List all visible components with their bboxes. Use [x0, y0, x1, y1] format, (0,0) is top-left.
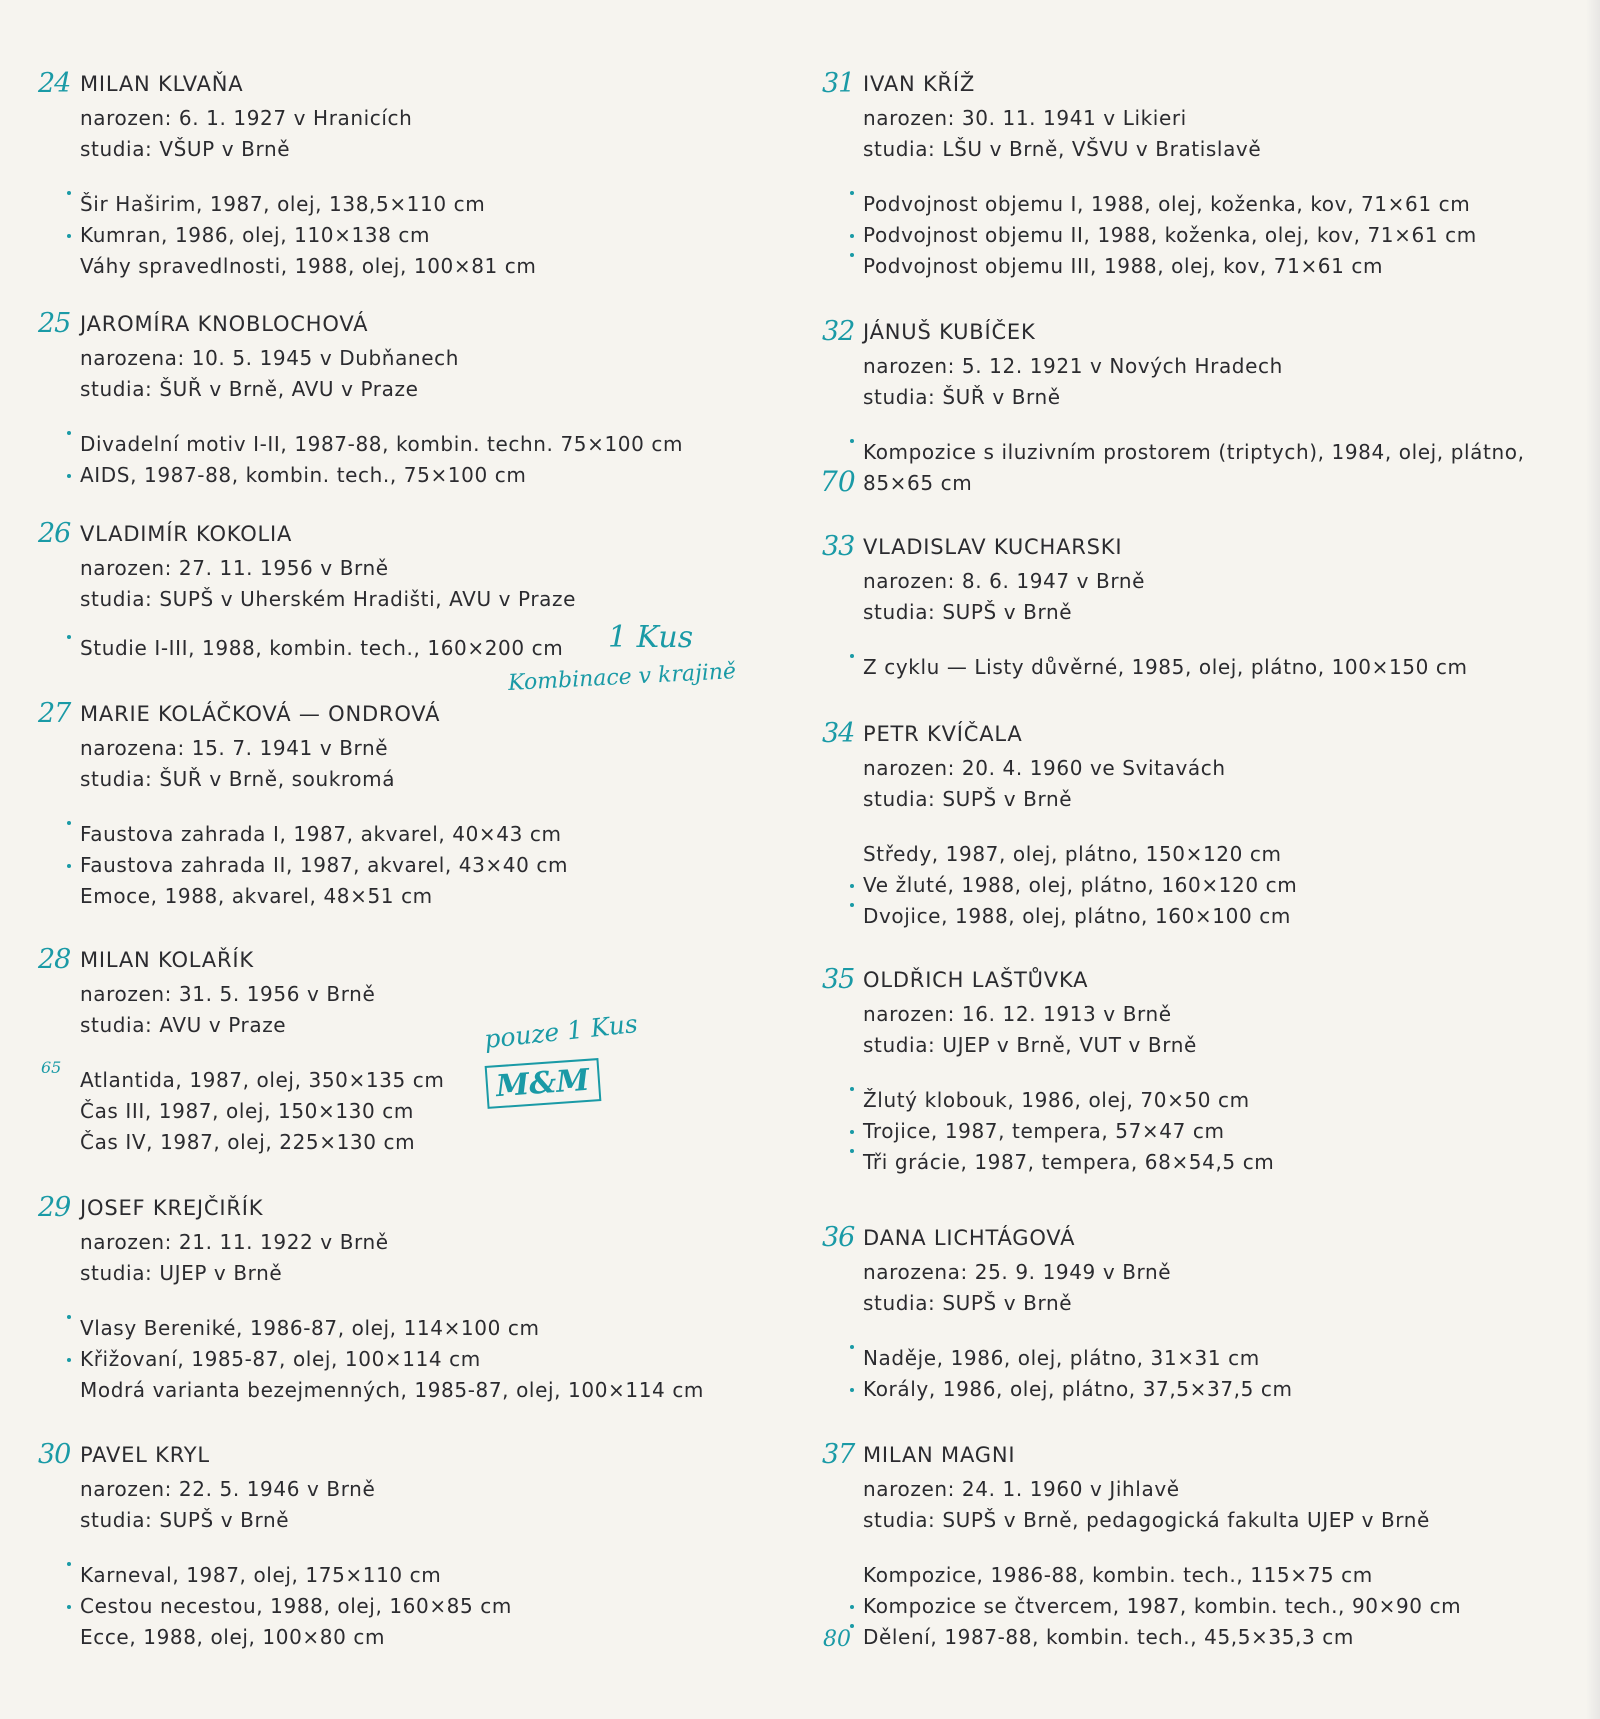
artist-name: PETR KVÍČALA	[863, 722, 1023, 746]
work-item	[863, 251, 1477, 282]
work-text: Modrá varianta bezejmenných, 1985-87, olej, 100×114 cm	[80, 1378, 704, 1402]
work-text: Faustova zahrada II, 1987, akvarel, 43×40 cm	[80, 853, 569, 877]
artist-name: MARIE KOLÁČKOVÁ — ONDROVÁ	[80, 702, 441, 726]
artist-name: IVAN KŘÍŽ	[863, 72, 976, 96]
works-list	[863, 839, 1297, 932]
tick-mark-icon	[67, 1358, 71, 1362]
work-text: Ecce, 1988, olej, 100×80 cm	[80, 1625, 386, 1649]
facing-page-edge	[1586, 0, 1600, 1719]
studies-line: studia: ŠUŘ v Brně, soukromá	[80, 767, 396, 791]
artist-bio	[863, 999, 1197, 1061]
handwritten-entry-number: 33	[822, 531, 855, 562]
birth-line: narozen: 8. 6. 1947 v Brně	[863, 569, 1146, 593]
work-item	[80, 220, 536, 251]
work-text: Kompozice, 1986-88, kombin. tech., 115×75 cm	[863, 1563, 1373, 1587]
work-text: Čas III, 1987, olej, 150×130 cm	[80, 1099, 414, 1123]
work-text: Naděje, 1986, olej, plátno, 31×31 cm	[863, 1346, 1260, 1370]
tick-mark-icon	[67, 474, 71, 478]
tick-mark-icon	[850, 1605, 854, 1609]
handwritten-entry-number: 31	[822, 68, 855, 99]
works-list	[863, 1085, 1274, 1178]
work-item	[80, 1591, 512, 1622]
work-item	[863, 1343, 1293, 1374]
tick-mark-icon	[67, 821, 71, 825]
studies-line: studia: SUPŠ v Brně, pedagogická fakulta UJEP v Brně	[863, 1508, 1430, 1532]
work-text: Dvojice, 1988, olej, plátno, 160×100 cm	[863, 904, 1291, 928]
work-text: Ve žluté, 1988, olej, plátno, 160×120 cm	[863, 873, 1298, 897]
work-text: Kumran, 1986, olej, 110×138 cm	[80, 223, 431, 247]
handwritten-entry-number: 34	[822, 718, 855, 749]
tick-mark-icon	[67, 864, 71, 868]
birth-line: narozen: 24. 1. 1960 v Jihlavě	[863, 1477, 1180, 1501]
works-list	[80, 633, 563, 664]
work-item	[80, 1313, 704, 1344]
artist-bio	[863, 753, 1226, 815]
work-text: Korály, 1986, olej, plátno, 37,5×37,5 cm	[863, 1377, 1293, 1401]
artist-bio	[863, 103, 1261, 165]
studies-line: studia: SUPŠ v Brně	[863, 600, 1073, 624]
work-text: Tři grácie, 1987, tempera, 68×54,5 cm	[863, 1150, 1275, 1174]
tick-mark-icon	[67, 635, 71, 639]
studies-line: studia: ŠUŘ v Brně	[863, 385, 1061, 409]
tick-mark-icon	[67, 1315, 71, 1319]
artist-bio	[863, 1474, 1430, 1536]
artist-name: JOSEF KREJČIŘÍK	[80, 1196, 264, 1220]
work-text: Kompozice s iluzivním prostorem (triptych), 1984, olej, plátno,	[863, 440, 1525, 464]
tick-mark-icon	[67, 431, 71, 435]
works-list	[80, 1065, 444, 1158]
artist-name: MILAN KOLAŘÍK	[80, 948, 254, 972]
work-item	[80, 1622, 512, 1653]
work-text: Středy, 1987, olej, plátno, 150×120 cm	[863, 842, 1282, 866]
studies-line: studia: UJEP v Brně	[80, 1261, 283, 1285]
work-item	[863, 1560, 1461, 1591]
birth-line: narozen: 21. 11. 1922 v Brně	[80, 1230, 389, 1254]
work-text: Dělení, 1987-88, kombin. tech., 45,5×35,3 cm	[863, 1625, 1354, 1649]
work-item	[80, 1065, 444, 1096]
work-item	[80, 251, 536, 282]
handwritten-entry-number: 29	[38, 1192, 71, 1223]
work-item	[863, 189, 1477, 220]
work-item	[80, 189, 536, 220]
tick-mark-icon	[850, 1087, 854, 1091]
work-item	[863, 1147, 1274, 1178]
tick-mark-icon	[850, 1149, 854, 1153]
work-item	[80, 881, 568, 912]
artist-bio	[863, 1257, 1171, 1319]
handwritten-entry-number: 36	[822, 1222, 855, 1253]
birth-line: narozen: 16. 12. 1913 v Brně	[863, 1002, 1172, 1026]
work-text: Atlantida, 1987, olej, 350×135 cm	[80, 1068, 445, 1092]
artist-bio	[80, 1227, 389, 1289]
handwritten-stamp: M&M	[485, 1058, 601, 1109]
birth-line: narozena: 10. 5. 1945 v Dubňanech	[80, 346, 459, 370]
work-text: Emoce, 1988, akvarel, 48×51 cm	[80, 884, 433, 908]
works-list	[863, 189, 1477, 282]
work-item	[863, 870, 1297, 901]
birth-line: narozena: 25. 9. 1949 v Brně	[863, 1260, 1172, 1284]
studies-line: studia: LŠU v Brně, VŠVU v Bratislavě	[863, 137, 1262, 161]
work-text: Šir Haširim, 1987, olej, 138,5×110 cm	[80, 192, 486, 216]
work-item	[80, 633, 563, 664]
artist-bio	[80, 103, 412, 165]
work-item	[80, 1127, 444, 1158]
work-item	[80, 460, 683, 491]
studies-line: studia: ŠUŘ v Brně, AVU v Praze	[80, 377, 419, 401]
studies-line: studia: AVU v Praze	[80, 1013, 287, 1037]
tick-mark-icon	[850, 654, 854, 658]
work-text: Podvojnost objemu I, 1988, olej, koženka, kov, 71×61 cm	[863, 192, 1471, 216]
works-list	[863, 1343, 1293, 1405]
work-item	[863, 220, 1477, 251]
work-text: Trojice, 1987, tempera, 57×47 cm	[863, 1119, 1225, 1143]
work-item	[80, 429, 683, 460]
work-text: Kompozice se čtvercem, 1987, kombin. tech., 90×90 cm	[863, 1594, 1462, 1618]
tick-mark-icon	[67, 1562, 71, 1566]
work-item	[863, 1622, 1461, 1653]
birth-line: narozena: 15. 7. 1941 v Brně	[80, 736, 389, 760]
works-list	[863, 652, 1468, 683]
tick-mark-icon	[67, 1605, 71, 1609]
work-item	[80, 850, 568, 881]
work-item	[80, 1096, 444, 1127]
handwritten-entry-number: 30	[38, 1439, 71, 1470]
work-text: AIDS, 1987-88, kombin. tech., 75×100 cm	[80, 463, 527, 487]
artist-name: MILAN MAGNI	[863, 1443, 1016, 1467]
artist-name: VLADIMÍR KOKOLIA	[80, 522, 293, 546]
handwritten-combination-note: Kombinace v krajině	[507, 659, 737, 696]
birth-line: narozen: 30. 11. 1941 v Likieri	[863, 106, 1187, 130]
birth-line: narozen: 31. 5. 1956 v Brně	[80, 982, 376, 1006]
works-list	[863, 437, 1525, 499]
work-item	[863, 1374, 1293, 1405]
work-text: Váhy spravedlnosti, 1988, olej, 100×81 cm	[80, 254, 537, 278]
artist-bio	[80, 733, 395, 795]
works-list	[863, 1560, 1461, 1653]
studies-line: studia: SUPŠ v Brně	[863, 1291, 1073, 1315]
handwritten-price-28: 65	[41, 1058, 62, 1077]
work-item	[80, 1375, 704, 1406]
artist-bio	[80, 343, 459, 405]
studies-line: studia: SUPŠ v Brně	[80, 1508, 290, 1532]
tick-mark-icon	[850, 884, 854, 888]
tick-mark-icon	[850, 903, 854, 907]
tick-mark-icon	[850, 253, 854, 257]
work-item	[863, 1085, 1274, 1116]
handwritten-entry-number: 24	[38, 68, 71, 99]
handwritten-entry-number: 27	[38, 698, 71, 729]
tick-mark-icon	[67, 234, 71, 238]
studies-line: studia: UJEP v Brně, VUT v Brně	[863, 1033, 1197, 1057]
handwritten-entry-number: 25	[38, 308, 71, 339]
tick-mark-icon	[850, 191, 854, 195]
work-text: Z cyklu — Listy důvěrné, 1985, olej, plátno, 100×150 cm	[863, 655, 1468, 679]
handwritten-entry-number: 35	[822, 964, 855, 995]
works-list	[80, 429, 683, 491]
work-item	[863, 839, 1297, 870]
tick-mark-icon	[67, 191, 71, 195]
artist-bio	[863, 566, 1145, 628]
tick-mark-icon	[850, 1388, 854, 1392]
handwritten-entry-number: 26	[38, 518, 71, 549]
birth-line: narozen: 22. 5. 1946 v Brně	[80, 1477, 376, 1501]
work-item	[80, 1344, 704, 1375]
work-text: Čas IV, 1987, olej, 225×130 cm	[80, 1130, 416, 1154]
tick-mark-icon	[850, 1130, 854, 1134]
artist-bio	[863, 351, 1283, 413]
artist-bio	[80, 1474, 375, 1536]
work-item	[80, 1560, 512, 1591]
handwritten-price-37: 80	[823, 1627, 851, 1652]
work-text: Karneval, 1987, olej, 175×110 cm	[80, 1563, 442, 1587]
artist-name: JAROMÍRA KNOBLOCHOVÁ	[80, 312, 369, 336]
handwritten-price-32: 70	[820, 465, 856, 498]
artist-name: DANA LICHTÁGOVÁ	[863, 1226, 1076, 1250]
tick-mark-icon	[850, 1345, 854, 1349]
birth-line: narozen: 5. 12. 1921 v Nových Hradech	[863, 354, 1283, 378]
work-text: Žlutý klobouk, 1986, olej, 70×50 cm	[863, 1088, 1250, 1112]
birth-line: narozen: 20. 4. 1960 ve Svitavách	[863, 756, 1226, 780]
works-list	[80, 1560, 512, 1653]
handwritten-pouze-note: pouze 1 Kus	[482, 1009, 640, 1054]
work-item	[863, 437, 1525, 468]
work-item	[863, 1591, 1461, 1622]
works-list	[80, 819, 568, 912]
work-text: Divadelní motiv I-II, 1987-88, kombin. techn. 75×100 cm	[80, 432, 684, 456]
handwritten-kus-note: 1 Kus	[608, 620, 694, 655]
studies-line: studia: SUPŠ v Brně	[863, 787, 1073, 811]
work-text: Cestou necestou, 1988, olej, 160×85 cm	[80, 1594, 512, 1618]
artist-name: OLDŘICH LAŠTŮVKA	[863, 968, 1089, 992]
work-item	[863, 1116, 1274, 1147]
artist-name: MILAN KLVAŇA	[80, 72, 244, 96]
studies-line: studia: VŠUP v Brně	[80, 137, 291, 161]
artist-name: JÁNUŠ KUBÍČEK	[863, 320, 1036, 344]
works-list	[80, 1313, 704, 1406]
studies-line: studia: SUPŠ v Uherském Hradišti, AVU v Praze	[80, 587, 577, 611]
artist-name: VLADISLAV KUCHARSKI	[863, 535, 1123, 559]
birth-line: narozen: 6. 1. 1927 v Hranicích	[80, 106, 413, 130]
handwritten-entry-number: 28	[38, 944, 71, 975]
artist-bio	[80, 979, 375, 1041]
work-text: 85×65 cm	[863, 471, 973, 495]
work-text: Vlasy Bereniké, 1986-87, olej, 114×100 cm	[80, 1316, 540, 1340]
work-text: Faustova zahrada I, 1987, akvarel, 40×43 cm	[80, 822, 562, 846]
work-item	[80, 819, 568, 850]
tick-mark-icon	[850, 439, 854, 443]
artist-name: PAVEL KRYL	[80, 1443, 210, 1467]
work-item	[863, 901, 1297, 932]
works-list	[80, 189, 536, 282]
work-text: Podvojnost objemu III, 1988, olej, kov, 71×61 cm	[863, 254, 1384, 278]
work-text: Studie I-III, 1988, kombin. tech., 160×200 cm	[80, 636, 564, 660]
artist-bio	[80, 553, 576, 615]
handwritten-entry-number: 32	[822, 316, 855, 347]
work-item	[863, 468, 1525, 499]
work-item	[863, 652, 1468, 683]
work-text: Podvojnost objemu II, 1988, koženka, olej, kov, 71×61 cm	[863, 223, 1477, 247]
handwritten-entry-number: 37	[822, 1439, 855, 1470]
work-text: Křižovaní, 1985-87, olej, 100×114 cm	[80, 1347, 481, 1371]
tick-mark-icon	[850, 234, 854, 238]
birth-line: narozen: 27. 11. 1956 v Brně	[80, 556, 389, 580]
